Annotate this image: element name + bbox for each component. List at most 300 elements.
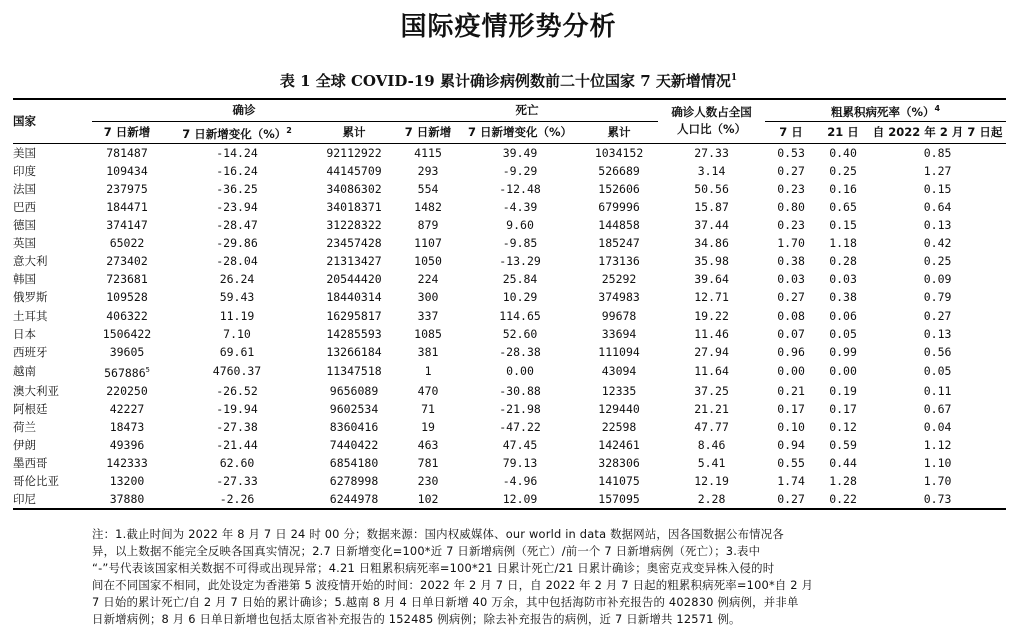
- table-row: [13, 472, 1006, 490]
- cell-cfr-since: [869, 400, 1006, 418]
- table-row: [13, 198, 1006, 216]
- cell-cfr-since: [869, 472, 1006, 490]
- cell-value: 0.79: [923, 290, 952, 305]
- cell-cum: [312, 270, 396, 288]
- header-cfr-7d: 7 日: [765, 121, 817, 143]
- cell-value: 23457428: [326, 236, 382, 251]
- table-row: [13, 343, 1006, 361]
- cell-d-change7: [460, 382, 580, 400]
- cell-value: 9.60: [506, 218, 534, 233]
- cell-value: 224: [417, 272, 439, 287]
- header-cfr-21d: 21 日: [817, 121, 869, 143]
- cell-value: 293: [417, 163, 439, 178]
- cell-value: 澳大利亚: [13, 383, 59, 398]
- cell-cfr7: [765, 288, 817, 306]
- cell-value: 141075: [598, 474, 640, 489]
- cell-new7: [92, 436, 162, 454]
- cell-cfr21: [817, 162, 869, 180]
- cell-value: 1085: [414, 326, 442, 341]
- cell-value: 0.38: [829, 290, 857, 305]
- cell-value: 德国: [13, 218, 36, 233]
- cell-value: 39605: [109, 344, 145, 359]
- cell-value: 3.14: [697, 163, 726, 178]
- cell-value: 12.71: [694, 290, 729, 305]
- cell-value: 31228322: [326, 218, 382, 233]
- cell-d-new7: [396, 418, 460, 436]
- cell-value: 374147: [106, 218, 148, 233]
- cell-value: 0.65: [829, 199, 857, 214]
- cell-cum: [312, 234, 396, 252]
- cell-d-change7: [460, 162, 580, 180]
- cell-cfr21: [817, 436, 869, 454]
- cell-d-change7: [460, 436, 580, 454]
- cell-change7: [162, 361, 312, 382]
- cell-value: 2.28: [697, 492, 726, 507]
- cell-value: 0.67: [923, 401, 952, 416]
- cell-cfr21: [817, 198, 869, 216]
- cell-value: 157095: [598, 492, 640, 507]
- table-caption: [0, 70, 1017, 91]
- cell-value: 0.09: [923, 272, 952, 287]
- cell-value: 0.38: [777, 254, 805, 269]
- cell-cfr7: [765, 418, 817, 436]
- cell-new7: [92, 162, 162, 180]
- cell-value: 25.84: [502, 272, 538, 287]
- cell-value: 0.23: [777, 181, 805, 196]
- cell-cum: [312, 143, 396, 162]
- cell-value: 381: [417, 344, 439, 359]
- cell-value: 34086302: [326, 181, 382, 196]
- header-population-ratio: [658, 99, 765, 143]
- cell-ratio: [658, 436, 765, 454]
- cell-cum: [312, 343, 396, 361]
- cell-value: 12.09: [502, 492, 538, 507]
- cell-cum: [312, 382, 396, 400]
- table-row: [13, 382, 1006, 400]
- cell-value: 142333: [106, 456, 148, 471]
- cell-value: 0.16: [829, 181, 857, 196]
- cell-value: -12.48: [499, 181, 541, 196]
- cell-footnote-marker: 5: [145, 365, 150, 374]
- cell-ratio: [658, 198, 765, 216]
- cell-value: 1050: [414, 254, 442, 269]
- cell-d-new7: [396, 143, 460, 162]
- cell-value: -21.44: [216, 437, 258, 452]
- cell-value: 470: [417, 383, 439, 398]
- cell-cfr-since: [869, 361, 1006, 382]
- cell-value: 0.00: [829, 364, 857, 379]
- cell-d-cum: [580, 472, 658, 490]
- cell-d-change7: [460, 400, 580, 418]
- cell-cfr-since: [869, 216, 1006, 234]
- caption-footnote-marker: 1: [730, 73, 738, 83]
- cell-value: 273402: [106, 254, 148, 269]
- cell-value: -28.38: [499, 344, 541, 359]
- footnote-line: “-”号代表该国家相关数据不可得或出现异常；4.21 日粗累积病死率=100*21 日累计死亡/21 日累计确诊；奥密克戎变异株入侵的时: [92, 561, 775, 575]
- cell-cfr-since: [869, 325, 1006, 343]
- cell-country: [13, 418, 92, 436]
- table-row: [13, 325, 1006, 343]
- cell-cfr-since: [869, 382, 1006, 400]
- cell-value: 6854180: [329, 456, 379, 471]
- cell-d-new7: [396, 162, 460, 180]
- cell-value: 0.44: [829, 456, 857, 471]
- cell-cfr7: [765, 143, 817, 162]
- cell-value: 0.80: [777, 199, 805, 214]
- cell-value: 0.03: [777, 272, 805, 287]
- cell-d-new7: [396, 490, 460, 509]
- cell-value: 679996: [598, 199, 640, 214]
- header-deaths-change7: 7 日新增变化（%）: [460, 121, 580, 143]
- cell-country: [13, 198, 92, 216]
- cell-value: 13200: [109, 474, 145, 489]
- cell-value: 0.55: [777, 456, 805, 471]
- cell-value: 9602534: [329, 401, 379, 416]
- cell-value: 42227: [109, 401, 145, 416]
- cell-value: 19.22: [694, 308, 729, 323]
- cell-value: 18473: [109, 419, 145, 434]
- cell-ratio: [658, 252, 765, 270]
- footnote: [92, 526, 922, 628]
- table-row: [13, 418, 1006, 436]
- cell-value: 114.65: [499, 308, 541, 323]
- cell-value: 79.13: [502, 456, 538, 471]
- cell-value: -28.47: [216, 218, 258, 233]
- cell-value: 0.08: [777, 308, 805, 323]
- table-body: [13, 143, 1006, 509]
- cell-d-change7: [460, 198, 580, 216]
- cell-d-change7: [460, 143, 580, 162]
- table-row: [13, 288, 1006, 306]
- cell-d-change7: [460, 216, 580, 234]
- table-row: [13, 400, 1006, 418]
- cell-new7: [92, 343, 162, 361]
- cell-d-cum: [580, 234, 658, 252]
- cell-value: 0.40: [829, 145, 857, 160]
- cell-cfr7: [765, 400, 817, 418]
- cell-value: 0.04: [923, 419, 952, 434]
- cell-value: 1506422: [102, 326, 152, 341]
- cell-d-new7: [396, 436, 460, 454]
- cell-country: [13, 325, 92, 343]
- cell-value: 0.17: [829, 401, 857, 416]
- table-row: [13, 454, 1006, 472]
- cell-value: 1: [424, 364, 432, 379]
- cell-value: -9.85: [502, 236, 538, 251]
- cell-d-change7: [460, 234, 580, 252]
- cell-d-new7: [396, 307, 460, 325]
- cell-cfr-since: [869, 288, 1006, 306]
- cell-change7: [162, 382, 312, 400]
- footnote-line: 异，以上数据不能完全反映各国真实情况；2.7 日新增变化=100*近 7 日新增病例（死亡）/前一个 7 日新增病例（死亡）；3.表中: [92, 544, 761, 558]
- cell-country: [13, 288, 92, 306]
- cell-value: 阿根廷: [13, 401, 48, 416]
- header-confirmed-change7: [162, 121, 312, 143]
- cell-d-change7: [460, 490, 580, 509]
- footnote-line: 间在不同国家不相同，此处设定为香港第 5 波疫情开始的时间：2022 年 2 月 7 日，自 2022 年 2 月 7 日起的粗累积病死率=100*自 2 月: [92, 578, 814, 592]
- cell-value: 1107: [414, 236, 442, 251]
- header-cfr-footnote-marker: 4: [934, 104, 941, 113]
- header-deaths: 死亡: [396, 99, 658, 121]
- cell-value: 34018371: [326, 199, 382, 214]
- cell-value: 0.25: [829, 163, 857, 178]
- cell-cfr-since: [869, 198, 1006, 216]
- cell-value: 15.87: [694, 199, 729, 214]
- cell-d-cum: [580, 307, 658, 325]
- cell-d-cum: [580, 400, 658, 418]
- cell-value: 142461: [598, 437, 640, 452]
- cell-value: -47.22: [499, 419, 541, 434]
- cell-new7: [92, 216, 162, 234]
- cell-country: [13, 162, 92, 180]
- cell-value: 0.27: [777, 290, 805, 305]
- table-row: [13, 143, 1006, 162]
- table-row: [13, 490, 1006, 509]
- cell-change7: [162, 216, 312, 234]
- cell-d-change7: [460, 252, 580, 270]
- cell-value: 0.07: [777, 326, 805, 341]
- cell-value: 8360416: [329, 419, 379, 434]
- cell-value: 10.29: [502, 290, 538, 305]
- cell-cfr7: [765, 216, 817, 234]
- cell-value: 33694: [601, 326, 637, 341]
- cell-ratio: [658, 162, 765, 180]
- cell-d-change7: [460, 180, 580, 198]
- cell-d-change7: [460, 472, 580, 490]
- cell-value: 俄罗斯: [13, 290, 48, 305]
- cell-value: 荷兰: [13, 419, 36, 434]
- cell-cfr7: [765, 472, 817, 490]
- cell-value: 102: [417, 492, 439, 507]
- cell-value: 18440314: [326, 290, 382, 305]
- cell-new7: [92, 361, 162, 382]
- cell-d-new7: [396, 361, 460, 382]
- cell-value: 35.98: [694, 254, 729, 269]
- table-row: [13, 162, 1006, 180]
- cell-cfr21: [817, 216, 869, 234]
- cell-d-cum: [580, 180, 658, 198]
- cell-cfr7: [765, 234, 817, 252]
- header-deaths-new7: 7 日新增: [396, 121, 460, 143]
- cell-value: 0.10: [777, 419, 805, 434]
- cell-change7: [162, 436, 312, 454]
- cell-cfr21: [817, 252, 869, 270]
- cell-value: 0.23: [777, 218, 805, 233]
- cell-value: -26.52: [216, 383, 258, 398]
- cell-value: 5.41: [697, 456, 726, 471]
- cell-value: 4115: [414, 145, 442, 160]
- cell-value: 173136: [598, 254, 640, 269]
- cell-cfr7: [765, 270, 817, 288]
- cell-value: 印度: [13, 163, 36, 178]
- cell-cfr7: [765, 162, 817, 180]
- cell-cum: [312, 400, 396, 418]
- cell-cfr-since: [869, 234, 1006, 252]
- cell-value: 554: [417, 181, 439, 196]
- header-cfr-label: 粗累积病死率（%）: [831, 104, 935, 119]
- cell-value: 184471: [106, 199, 148, 214]
- cell-value: 62.60: [219, 456, 255, 471]
- cell-value: 0.64: [923, 199, 952, 214]
- cell-cfr7: [765, 382, 817, 400]
- cell-value: 37.44: [694, 218, 729, 233]
- cell-value: 1034152: [594, 145, 644, 160]
- cell-value: 49396: [109, 437, 145, 452]
- cell-change7: [162, 162, 312, 180]
- cell-cum: [312, 361, 396, 382]
- cell-cum: [312, 162, 396, 180]
- header-cfr-since: 自 2022 年 2 月 7 日起: [869, 121, 1006, 143]
- header-confirmed: 确诊: [92, 99, 396, 121]
- cell-cfr21: [817, 382, 869, 400]
- cell-value: -36.25: [216, 181, 258, 196]
- cell-value: 34.86: [694, 236, 729, 251]
- cell-d-new7: [396, 400, 460, 418]
- cell-change7: [162, 490, 312, 509]
- cell-d-change7: [460, 270, 580, 288]
- cell-value: 92112922: [326, 145, 382, 160]
- cell-value: 印尼: [13, 492, 36, 507]
- cell-d-new7: [396, 325, 460, 343]
- covid-table: [13, 98, 1006, 510]
- cell-value: -14.24: [216, 145, 258, 160]
- cell-value: 西班牙: [13, 344, 48, 359]
- cell-d-change7: [460, 454, 580, 472]
- cell-d-cum: [580, 162, 658, 180]
- cell-value: 0.05: [923, 364, 952, 379]
- cell-new7: [92, 490, 162, 509]
- cell-new7: [92, 252, 162, 270]
- cell-new7: [92, 198, 162, 216]
- cell-value: 723681: [106, 272, 148, 287]
- cell-ratio: [658, 343, 765, 361]
- cell-value: -19.94: [216, 401, 258, 416]
- cell-value: 185247: [598, 236, 640, 251]
- footnote-line: 日新增病例；8 月 6 日单日新增也包括太原省补充报告的 152485 例病例；除去补充报告的病例，近 7 日新增共 12571 例。: [92, 612, 741, 626]
- cell-change7: [162, 472, 312, 490]
- cell-value: 1.74: [777, 474, 805, 489]
- cell-value: 59.43: [219, 290, 255, 305]
- cell-value: 374983: [598, 290, 640, 305]
- cell-d-change7: [460, 288, 580, 306]
- cell-value: 11.46: [694, 326, 729, 341]
- cell-change7: [162, 343, 312, 361]
- cell-d-cum: [580, 436, 658, 454]
- cell-value: 4760.37: [212, 364, 262, 379]
- cell-value: 7440422: [329, 437, 379, 452]
- cell-value: 20544420: [326, 272, 382, 287]
- cell-new7: [92, 382, 162, 400]
- cell-value: 11.64: [694, 364, 729, 379]
- cell-value: -16.24: [216, 163, 258, 178]
- cell-cfr7: [765, 361, 817, 382]
- cell-cfr21: [817, 343, 869, 361]
- header-confirmed-cum: 累计: [312, 121, 396, 143]
- cell-value: 土耳其: [13, 308, 48, 323]
- cell-value: 0.73: [923, 492, 952, 507]
- cell-cfr21: [817, 472, 869, 490]
- cell-ratio: [658, 454, 765, 472]
- cell-value: 0.42: [923, 236, 952, 251]
- cell-value: -4.96: [502, 474, 538, 489]
- cell-value: 伊朗: [13, 437, 36, 452]
- cell-ratio: [658, 234, 765, 252]
- cell-value: 99678: [601, 308, 637, 323]
- cell-d-cum: [580, 288, 658, 306]
- cell-country: [13, 234, 92, 252]
- cell-value: 19: [421, 419, 435, 434]
- cell-value: 152606: [598, 181, 640, 196]
- cell-value: 27.94: [694, 344, 729, 359]
- cell-ratio: [658, 400, 765, 418]
- cell-value: 12.19: [694, 474, 729, 489]
- cell-d-cum: [580, 270, 658, 288]
- cell-cfr21: [817, 454, 869, 472]
- cell-new7: [92, 270, 162, 288]
- cell-cfr-since: [869, 143, 1006, 162]
- cell-d-new7: [396, 180, 460, 198]
- cell-d-new7: [396, 216, 460, 234]
- cell-ratio: [658, 325, 765, 343]
- cell-cfr21: [817, 400, 869, 418]
- cell-value: 0.27: [777, 492, 805, 507]
- cell-country: [13, 343, 92, 361]
- cell-value: 0.00: [777, 364, 805, 379]
- cell-change7: [162, 198, 312, 216]
- cell-value: 65022: [109, 236, 145, 251]
- cell-value: 43094: [601, 364, 637, 379]
- cell-value: 6278998: [329, 474, 379, 489]
- cell-value: 0.17: [777, 401, 805, 416]
- cell-change7: [162, 418, 312, 436]
- header-ratio-line2: 人口比（%）: [677, 122, 747, 137]
- cell-value: 39.64: [694, 272, 729, 287]
- cell-value: -21.98: [499, 401, 541, 416]
- cell-change7: [162, 180, 312, 198]
- header-change7-label: 7 日新增变化（%）: [182, 126, 287, 141]
- cell-value: 8.46: [697, 437, 726, 452]
- cell-d-new7: [396, 198, 460, 216]
- cell-value: 71: [421, 401, 435, 416]
- cell-cfr7: [765, 454, 817, 472]
- cell-value: 0.27: [777, 163, 805, 178]
- cell-value: 21.21: [694, 401, 729, 416]
- cell-country: [13, 400, 92, 418]
- cell-value: 50.56: [694, 181, 729, 196]
- header-cfr: [765, 99, 1006, 121]
- cell-value: 0.21: [777, 383, 805, 398]
- cell-new7: [92, 418, 162, 436]
- cell-value: -30.88: [499, 383, 541, 398]
- cell-value: 11347518: [326, 364, 382, 379]
- cell-value: 巴西: [13, 199, 36, 214]
- header-confirmed-new7: 7 日新增: [92, 121, 162, 143]
- header-ratio-line1: 确诊人数占全国: [671, 105, 752, 120]
- cell-value: 526689: [598, 163, 640, 178]
- cell-value: 6244978: [329, 492, 379, 507]
- cell-country: [13, 216, 92, 234]
- footnote-line: 7 日始的累计死亡/自 2 月 7 日始的累计确诊；5.越南 8 月 4 日单日新增 40 万余，其中包括海防市补充报告的 402830 例病例，并非单: [92, 595, 799, 609]
- cell-cfr-since: [869, 490, 1006, 509]
- cell-value: 781: [417, 456, 439, 471]
- cell-cfr-since: [869, 307, 1006, 325]
- cell-value: 0.13: [923, 218, 952, 233]
- table-row: [13, 307, 1006, 325]
- cell-value: 0.19: [829, 383, 857, 398]
- cell-value: 日本: [13, 326, 36, 341]
- cell-cfr7: [765, 436, 817, 454]
- cell-value: 1482: [414, 199, 442, 214]
